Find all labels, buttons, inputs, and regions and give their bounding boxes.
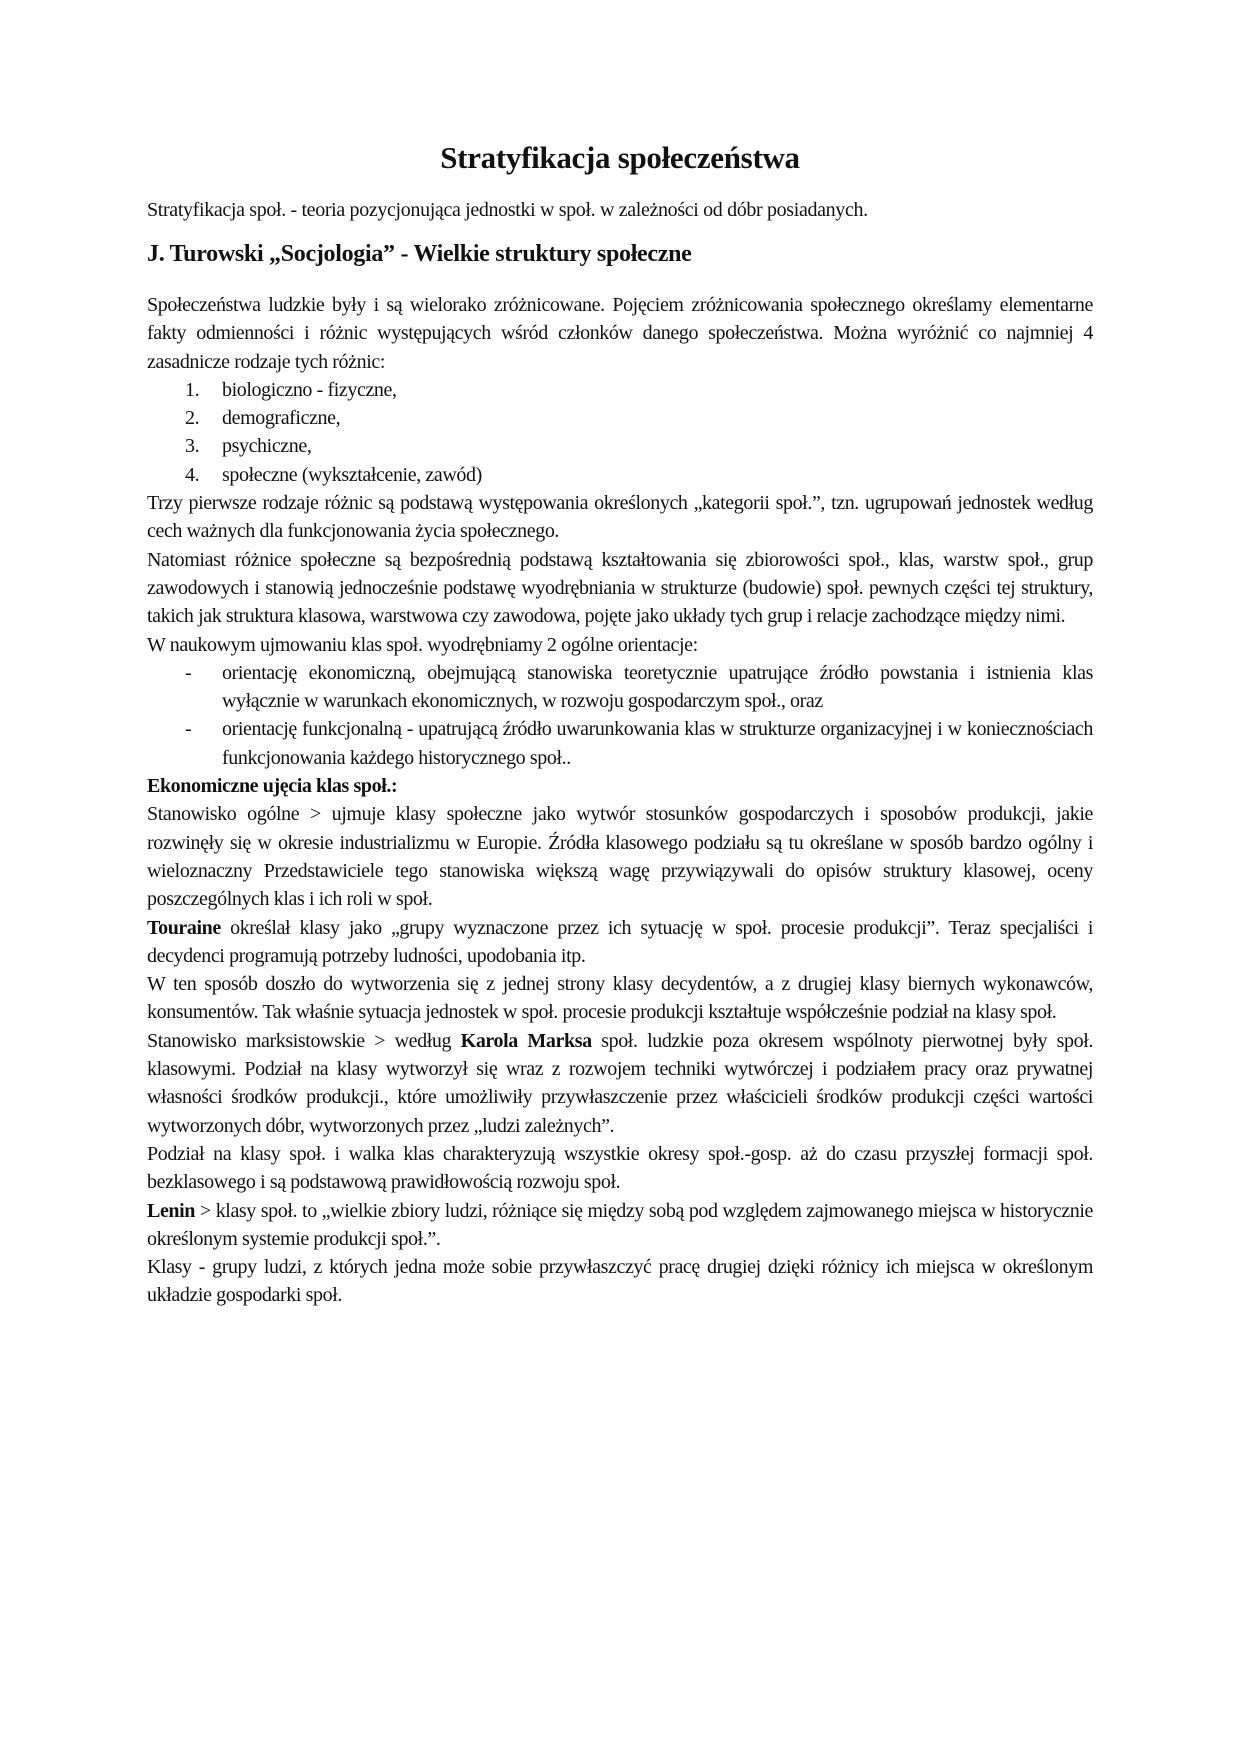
intro-definition: Stratyfikacja społ. - teoria pozycjonująca jednostki w społ. w zależności od dóbr posiadanych. [147, 199, 868, 221]
paragraph-general-position: Stanowisko ogólne > ujmuje klasy społeczne jako wytwór stosunków gospodarczych i sposobów produkcji, jakie rozwinęły się w okresie industrializmu w Europie. Źródła klasowego podziału są tu określane w sposób bardzo ogólny i wieloznaczny Przedstawiciele tego stanowiska większą wagę przywiązywali do opisów struktury klasowej, oceny poszczególnych klas i ich roli w społ. [147, 803, 1093, 911]
list-item [147, 461, 1093, 489]
section-heading: J. Turowski „Socjologia” - Wielkie struktury społeczne [147, 241, 692, 267]
paragraph-orientations-intro: W naukowym ujmowaniu klas społ. wyodrębniamy 2 ogólne orientacje: [147, 633, 698, 656]
paragraph-class-struggle: Podział na klasy społ. i walka klas charakteryzują wszystkie okresy społ.-gosp. aż do czasu przyszłej formacji społ. bezklasowego i są podstawową prawidłowością rozwoju społ. [147, 1142, 1093, 1194]
list-item-text: demograficzne, [222, 407, 341, 430]
list-item-text: orientację ekonomiczną, obejmującą stanowiska teoretycznie upatrujące źródło powstania i istnienia klas wyłącznie w warunkach ekonomicznych, w rozwoju gospodarczym społ., oraz [222, 661, 1093, 713]
list-item [147, 715, 1093, 772]
list-item [147, 376, 1093, 404]
list-item [147, 659, 1093, 716]
paragraph-classes-definition: Klasy - grupy ludzi, z których jedna może sobie przywłaszczyć pracę drugiej dzięki różnicy ich miejsca w określonym układzie gospodarki społ. [147, 1256, 1093, 1307]
paragraph-text: > klasy społ. to „wielkie zbiory ludzi, różniące się między sobą pod względem zajmowanego miejsca w historycznie określonym systemie produkcji społ.”. [147, 1199, 1093, 1250]
list-marker: 3. [185, 435, 200, 458]
list-item [147, 432, 1093, 460]
list-marker: 1. [185, 378, 200, 401]
paragraph-decision-makers: W ten sposób doszło do wytworzenia się z jednej strony klasy decydentów, a z drugiej klasy biernych wykonawców, konsumentów. Tak właśnie sytuacja jednostek w społ. procesie produkcji kształtuje współcześnie podział na klasy społ. [147, 973, 1093, 1024]
paragraph-text: określał klasy jako „grupy wyznaczone przez ich sytuację w społ. procesie produkcji”. Teraz specjaliści i decydenci programują potrzeby ludności, upodobania itp. [147, 916, 1093, 967]
list-marker: 2. [185, 407, 200, 430]
list-item [147, 404, 1093, 432]
paragraph-differentiation: Społeczeństwa ludzkie były i są wielorako zróżnicowane. Pojęciem zróżnicowania społecznego określamy elementarne fakty odmienności i różnic występujących wśród członków danego społeczeństwa. Można wyróżnić co najmniej 4 zasadnicze rodzaje tych różnic: [147, 294, 1093, 373]
paragraph-marxist [147, 1027, 1093, 1140]
list-item-text: orientację funkcjonalną - upatrującą źródło uwarunkowania klas w strukturze organizacyjnej i w koniecznościach funkcjonowania każdego historycznego społ.. [222, 718, 1093, 769]
list-marker: - [185, 718, 192, 741]
list-marker: - [185, 661, 192, 684]
paragraph-social-differences: Natomiast różnice społeczne są bezpośrednią podstawą kształtowania się zbiorowości społ., klas, warstw społ., grup zawodowych i stanowią jednocześnie podstawę wyodrębniania w strukturze (budowie) społ. pewnych części tej struktury, takich jak struktura klasowa, warstwowa czy zawodowa, pojęte jako układy tych grup i relacje zachodzące między nimi. [147, 548, 1093, 628]
document-page [147, 140, 1093, 1310]
paragraph-text: Stanowisko marksistowskie > według [147, 1029, 461, 1052]
paragraph-categories: Trzy pierwsze rodzaje różnic są podstawą występowania określonych „kategorii społ.”, tzn. ugrupowań jednostek według cech ważnych dla funkcjonowania życia społecznego. [147, 492, 1093, 543]
numbered-list-difference-types [147, 376, 1093, 489]
document-title: Stratyfikacja społeczeństwa [440, 140, 800, 175]
bold-name-marx: Karola Marksa [460, 1029, 592, 1052]
list-item-text: biologiczno - fizyczne, [222, 378, 397, 401]
dash-list-orientations [147, 659, 1093, 772]
bold-name-lenin: Lenin [147, 1199, 196, 1222]
list-item-text: psychiczne, [222, 435, 312, 458]
paragraph-lenin [147, 1197, 1093, 1254]
list-marker: 4. [185, 463, 200, 486]
paragraph-touraine [147, 914, 1093, 971]
bold-name-touraine: Touraine [147, 916, 221, 939]
paragraph-text: społ. ludzkie poza okresem wspólnoty pierwotnej były społ. klasowymi. Podział na klasy wytworzył się wraz z rozwojem techniki wytwórczej i podziałem pracy oraz prywatnej własności środków produkcji., które umożliwiły przywłaszczenie przez właścicieli środków produkcji części wartości wytworzonych dóbr, wytworzonych przez „ludzi zależnych”. [147, 1029, 1093, 1137]
list-item-text: społeczne (wykształcenie, zawód) [222, 463, 482, 486]
subheading-economic: Ekonomiczne ujęcia klas społ.: [147, 775, 398, 798]
